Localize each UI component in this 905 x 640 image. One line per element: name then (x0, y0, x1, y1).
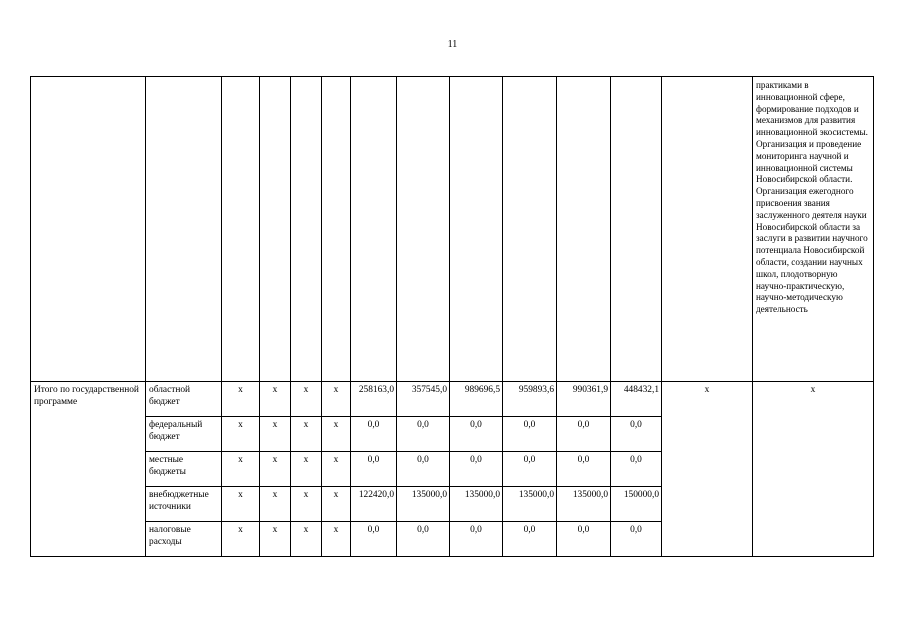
value-cell: 0,0 (397, 417, 450, 452)
mark-cell: х (322, 382, 351, 417)
value-cell: 0,0 (450, 417, 503, 452)
mark-cell: х (662, 382, 753, 557)
empty-cell (557, 77, 611, 382)
mark-cell: х (291, 522, 322, 557)
value-cell: 0,0 (351, 452, 397, 487)
value-cell: 0,0 (351, 522, 397, 557)
value-cell: 959893,6 (503, 382, 557, 417)
funding-source: внебюджетные источники (146, 487, 222, 522)
program-table (30, 76, 874, 557)
mark-cell: х (322, 487, 351, 522)
mark-cell: х (291, 487, 322, 522)
funding-source: федеральный бюджет (146, 417, 222, 452)
value-cell: 135000,0 (557, 487, 611, 522)
value-cell: 0,0 (503, 522, 557, 557)
value-cell: 0,0 (397, 452, 450, 487)
empty-cell (503, 77, 557, 382)
mark-cell: х (753, 382, 874, 557)
value-cell: 0,0 (351, 417, 397, 452)
empty-cell (662, 77, 753, 382)
value-cell: 448432,1 (611, 382, 662, 417)
mark-cell: х (291, 417, 322, 452)
funding-source: налоговые расходы (146, 522, 222, 557)
funding-source: местные бюджеты (146, 452, 222, 487)
mark-cell: х (222, 452, 260, 487)
value-cell: 122420,0 (351, 487, 397, 522)
mark-cell: х (291, 452, 322, 487)
value-cell: 0,0 (557, 522, 611, 557)
value-cell: 135000,0 (450, 487, 503, 522)
mark-cell: х (260, 452, 291, 487)
value-cell: 0,0 (503, 452, 557, 487)
value-cell: 990361,9 (557, 382, 611, 417)
empty-cell (260, 77, 291, 382)
mark-cell: х (222, 522, 260, 557)
value-cell: 989696,5 (450, 382, 503, 417)
mark-cell: х (260, 522, 291, 557)
mark-cell: х (291, 382, 322, 417)
value-cell: 0,0 (611, 522, 662, 557)
value-cell: 0,0 (611, 417, 662, 452)
value-cell: 0,0 (450, 452, 503, 487)
empty-cell (31, 77, 146, 382)
empty-cell (146, 77, 222, 382)
empty-cell (322, 77, 351, 382)
mark-cell: х (322, 452, 351, 487)
value-cell: 0,0 (557, 417, 611, 452)
mark-cell: х (260, 382, 291, 417)
value-cell: 135000,0 (503, 487, 557, 522)
value-cell: 258163,0 (351, 382, 397, 417)
mark-cell: х (322, 522, 351, 557)
total-label: Итого по государственной программе (31, 382, 146, 557)
mark-cell: х (222, 382, 260, 417)
empty-cell (611, 77, 662, 382)
value-cell: 0,0 (397, 522, 450, 557)
empty-cell (450, 77, 503, 382)
empty-cell (291, 77, 322, 382)
value-cell: 0,0 (503, 417, 557, 452)
empty-cell (222, 77, 260, 382)
table-row (31, 77, 874, 382)
mark-cell: х (260, 487, 291, 522)
value-cell: 0,0 (450, 522, 503, 557)
description-cell: практиками в инновационной сфере, формирование подходов и механизмов для развития инновационной экосистемы. Организация и проведение мониторинга научной и инновационной системы Новосибирской области. Организация ежегодного присвоения звания заслуженного деятеля науки Новосибирской области за заслуги в развитии научного потенциала Новосибирской области, создании научных школ, плодотворную научно-практическую, научно-методическую деятельность (753, 77, 874, 382)
empty-cell (397, 77, 450, 382)
value-cell: 150000,0 (611, 487, 662, 522)
value-cell: 135000,0 (397, 487, 450, 522)
mark-cell: х (222, 417, 260, 452)
table-row (31, 382, 874, 417)
empty-cell (351, 77, 397, 382)
page-number: 11 (447, 39, 458, 50)
funding-source: областной бюджет (146, 382, 222, 417)
mark-cell: х (222, 487, 260, 522)
mark-cell: х (322, 417, 351, 452)
value-cell: 0,0 (557, 452, 611, 487)
value-cell: 0,0 (611, 452, 662, 487)
value-cell: 357545,0 (397, 382, 450, 417)
mark-cell: х (260, 417, 291, 452)
